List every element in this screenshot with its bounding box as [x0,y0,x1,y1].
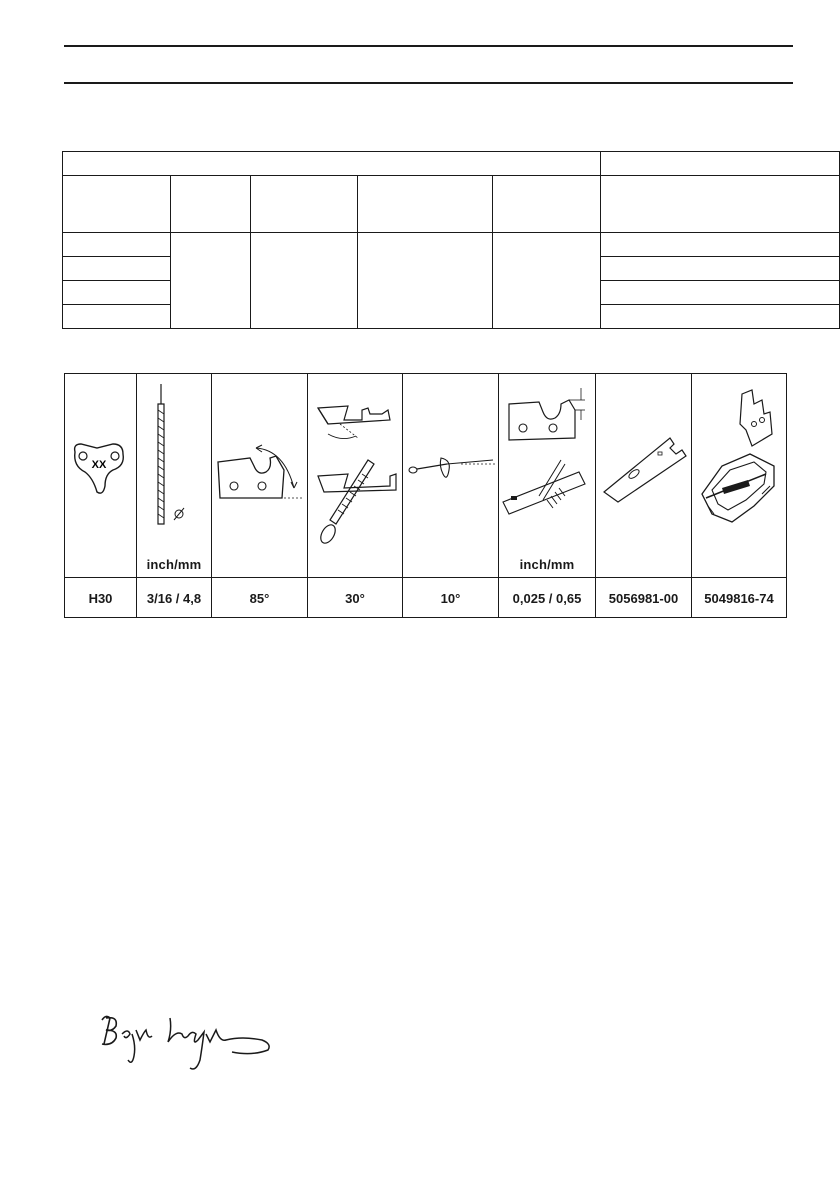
value-top-plate-angle: 85° [249,591,270,606]
spec-table-cell [600,305,840,329]
value-file-holder: 5049816-74 [704,591,774,606]
depth-gauge-icon [499,374,595,554]
round-file-icon [137,374,211,554]
column-file-diameter [137,374,212,617]
header-rule-top [64,45,793,47]
spec-table-cell [600,257,840,281]
spec-table [62,151,840,329]
file-guide-icon [403,374,498,554]
spec-table-cell [63,281,171,305]
value-cutting-angle: 10° [440,591,461,606]
spec-table-colhead [250,176,358,233]
spec-table-colhead [358,176,493,233]
spec-table-cell [170,233,250,329]
spec-table-colhead [170,176,250,233]
chain-link-icon [65,374,136,554]
spec-table-cell [63,257,171,281]
column-top-plate-angle [212,374,308,617]
signature [92,1000,292,1080]
spec-table-colhead [63,176,171,233]
spec-table-cell [493,233,601,329]
spec-table-cell [63,305,171,329]
column-depth-gauge [499,374,596,617]
spec-table-cell [250,233,358,329]
spec-table-cell [600,281,840,305]
unit-depth-gauge: inch/mm [519,557,575,572]
spec-table-cell [600,233,840,257]
spec-table-header-left [63,152,601,176]
spec-table-cell [63,233,171,257]
column-filing-angle [308,374,403,617]
spec-table-cell [358,233,493,329]
chain-link-marking: XX [91,459,107,471]
spec-table-colhead [493,176,601,233]
unit-file-diameter: inch/mm [146,557,202,572]
value-file-diameter: 3/16 / 4,8 [146,591,202,606]
header-rule-bottom [64,82,793,84]
value-file-gauge: 5056981-00 [608,591,679,606]
value-chain-code: H30 [88,591,113,606]
value-depth-gauge: 0,025 / 0,65 [512,591,582,606]
spec-table-colhead [600,176,840,233]
spec-table-header-right [600,152,840,176]
column-file-gauge [596,374,692,617]
column-chain-code [65,374,137,617]
file-holder-icon [692,374,786,554]
depth-gauge-tool-icon [596,374,691,554]
column-file-holder [692,374,786,617]
filing-angle-icon [308,374,402,554]
cutter-top-angle-icon [212,374,307,554]
column-cutting-angle [403,374,499,617]
value-filing-angle: 30° [345,591,365,606]
sharpening-table [64,373,787,618]
